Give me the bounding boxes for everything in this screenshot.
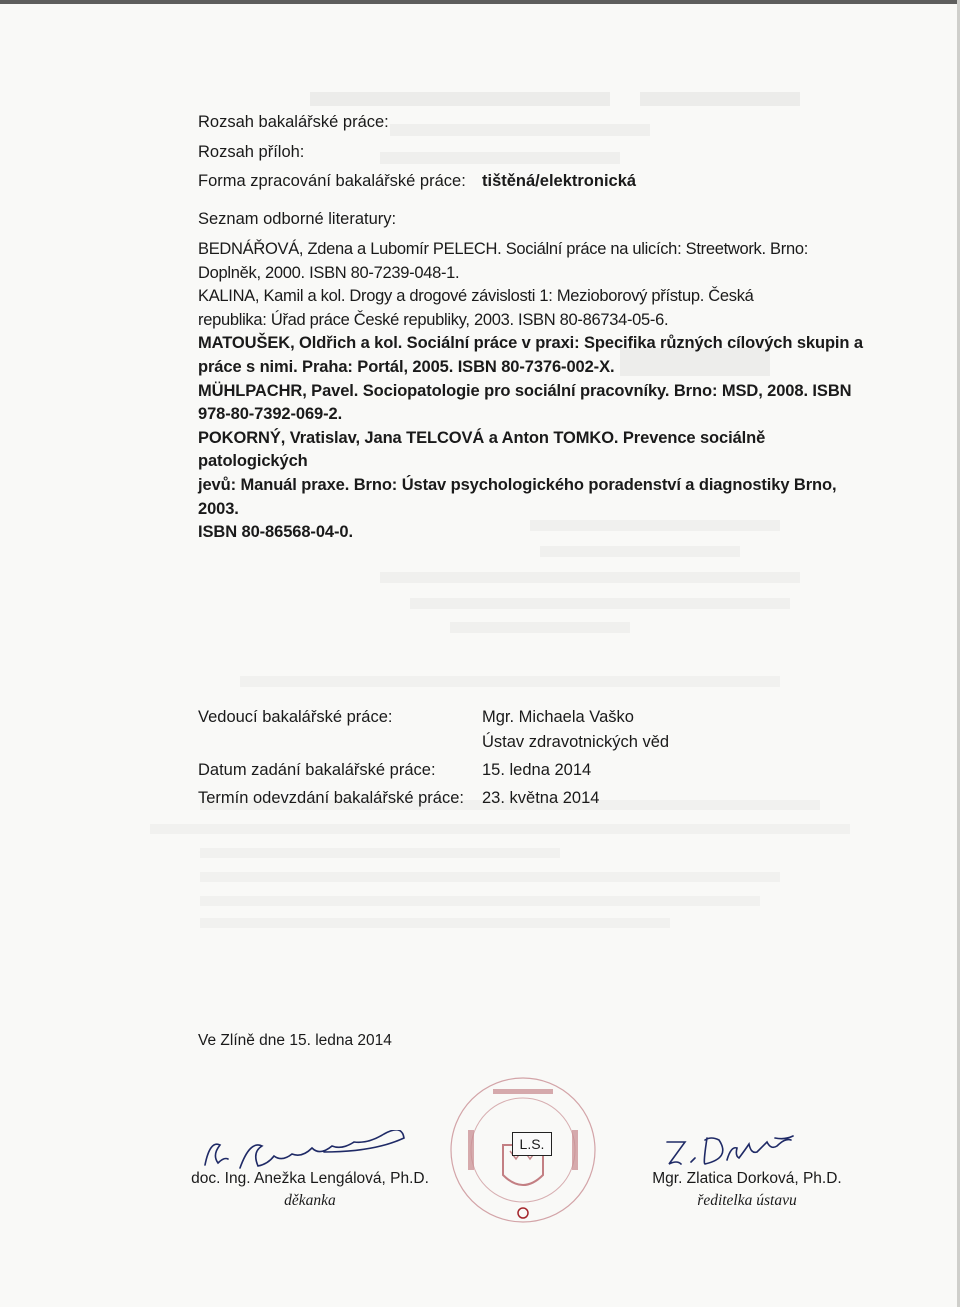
vedouci-name: Mgr. Michaela Vaško <box>482 708 634 726</box>
termin-odevzdani-label: Termín odevzdání bakalářské práce: <box>198 789 464 807</box>
signature-block-right <box>642 1168 852 1212</box>
signatory-name: doc. Ing. Anežka Lengálová, Ph.D. <box>191 1170 429 1187</box>
rozsah-priloh-label: Rozsah příloh: <box>198 143 305 161</box>
place-date: Ve Zlíně dne 15. ledna 2014 <box>198 1032 392 1049</box>
reference-line: republika: Úřad práce České republiky, 2003. ISBN 80-86734-05-6. <box>198 310 669 329</box>
literature-heading: Seznam odborné literatury: <box>198 210 397 228</box>
reference-line: 978-80-7392-069-2. <box>198 405 343 424</box>
ls-mark: L.S. <box>512 1132 552 1156</box>
literature-list <box>198 238 878 545</box>
scan-top-edge <box>0 0 960 4</box>
signatory-role: ředitelka ústavu <box>697 1192 797 1209</box>
signatory-role: děkanka <box>284 1192 336 1209</box>
reference-line: ISBN 80-86568-04-0. <box>198 523 353 542</box>
reference-line: BEDNÁŘOVÁ, Zdena a Lubomír PELECH. Sociální práce na ulicích: Streetwork. Brno: <box>198 240 808 258</box>
vedouci-department: Ústav zdravotnických věd <box>482 733 670 751</box>
forma-value: tištěná/elektronická <box>482 172 637 190</box>
datum-zadani-value: 15. ledna 2014 <box>482 761 592 779</box>
rozsah-prace-label: Rozsah bakalářské práce: <box>198 113 389 131</box>
reference-line: POKORNÝ, Vratislav, Jana TELCOVÁ a Anton TOMKO. Prevence sociálně patologických <box>198 428 766 471</box>
termin-odevzdani-value: 23. května 2014 <box>482 789 600 807</box>
reference-line: jevů: Manuál praxe. Brno: Ústav psychologického poradenství a diagnostiky Brno, 2003. <box>198 475 837 518</box>
signature-block-left <box>185 1168 435 1212</box>
reference-line: práce s nimi. Praha: Portál, 2005. ISBN 80-7376-002-X. <box>198 357 615 376</box>
reference-line: MATOUŠEK, Oldřich a kol. Sociální práce v praxi: Specifika různých cílových skupin a <box>198 334 863 353</box>
reference-line: MÜHLPACHR, Pavel. Sociopatologie pro sociální pracovníky. Brno: MSD, 2008. ISBN <box>198 381 852 400</box>
reference-line: KALINA, Kamil a kol. Drogy a drogové závislosti 1: Mezioborový přístup. Česká <box>198 287 754 306</box>
signatory-name: Mgr. Zlatica Dorková, Ph.D. <box>652 1170 842 1187</box>
vedouci-label: Vedoucí bakalářské práce: <box>198 708 393 726</box>
datum-zadani-label: Datum zadání bakalářské práce: <box>198 761 436 779</box>
reference-line: Doplněk, 2000. ISBN 80-7239-048-1. <box>198 263 460 282</box>
forma-label: Forma zpracování bakalářské práce: <box>198 172 466 190</box>
signature-dorkova-icon <box>655 1128 835 1173</box>
